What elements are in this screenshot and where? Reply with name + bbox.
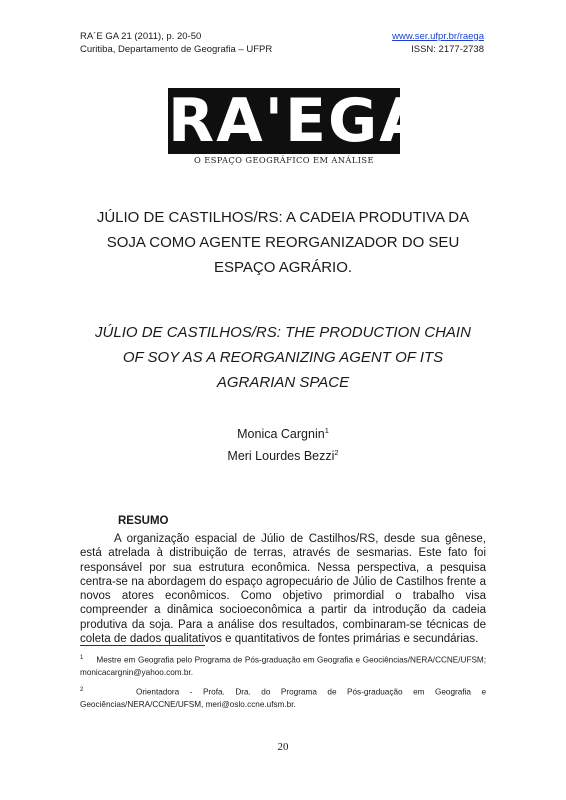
raega-logo xyxy=(168,86,428,172)
journal-header-right xyxy=(392,31,484,56)
page-number: 20 xyxy=(277,741,289,753)
footnote-text: Orientadora - Profa. Dra. do Programa de Pós-graduação em Geografia e Geociências/NERA/CCNE/UFSM, meri@oslo.ccne.ufsm.br. xyxy=(80,687,486,709)
title-en-line-2: OF SOY AS A REORGANIZING AGENT OF ITS xyxy=(122,349,444,366)
footnote-mark: 2 xyxy=(80,687,84,693)
logo-wordmark: RA'EGA xyxy=(168,86,428,156)
title-pt-line-1: JÚLIO DE CASTILHOS/RS: A CADEIA PRODUTIVA DA xyxy=(96,209,470,226)
footnote-2 xyxy=(80,684,486,711)
author-1 xyxy=(0,426,566,441)
title-pt-line-3: ESPAÇO AGRÁRIO. xyxy=(213,259,353,276)
title-en-line-1: JÚLIO DE CASTILHOS/RS: THE PRODUCTION CHAIN xyxy=(95,324,471,341)
journal-issn: ISSN: 2177-2738 xyxy=(411,43,484,55)
journal-header-left xyxy=(80,31,272,56)
footnote-1 xyxy=(80,652,486,679)
title-en-line-3: AGRARIAN SPACE xyxy=(216,374,350,391)
abstract-heading: RESUMO xyxy=(118,515,169,527)
author-name: Meri Lourdes Bezzi xyxy=(227,449,335,464)
footnote-ref: 1 xyxy=(324,426,329,435)
author-2 xyxy=(0,448,566,463)
footnote-divider xyxy=(80,645,205,646)
article-title-english xyxy=(70,320,496,395)
article-title-portuguese xyxy=(70,205,496,280)
journal-publisher: Curitiba, Departamento de Geografia – UFPR xyxy=(80,43,273,55)
logo-tagline: O ESPAÇO GEOGRÁFICO EM ANÁLISE xyxy=(194,155,374,165)
footnote-text: Mestre em Geografia pelo Programa de Pós-graduação em Geografia e Geociências/NERA/CCNE/UFSM; monicacargnin@yahoo.com.br. xyxy=(80,655,487,677)
journal-website-link[interactable]: www.ser.ufpr.br/raega xyxy=(392,31,484,42)
title-pt-line-2: SOJA COMO AGENTE REORGANIZADOR DO SEU xyxy=(106,234,460,251)
author-name: Monica Cargnin xyxy=(237,427,325,442)
journal-citation: RA´E GA 21 (2011), p. 20-50 xyxy=(80,31,202,42)
footnote-ref: 2 xyxy=(334,448,339,457)
abstract-text: A organização espacial de Júlio de Castilhos/RS, desde sua gênese, está atrelada à distribuição de terras, através de sesmarias. Este fato foi responsável por sua estrutura econômica. Nessa perspectiva, a pesquisa centra-se na abordagem do espaço agropecuário de Júlio de Castilhos frente a novos atores econômicos. Como objetivo primordial o trabalho visa compreender a dinâmica socioeconômica a partir da introdução da cadeia produtiva da soja. Para a análise dos resultados, combinaram-se técnicas de coleta de dados qualitativos e quantitativos de fontes primárias e secundárias. xyxy=(80,533,486,646)
footnote-mark: 1 xyxy=(80,655,84,661)
